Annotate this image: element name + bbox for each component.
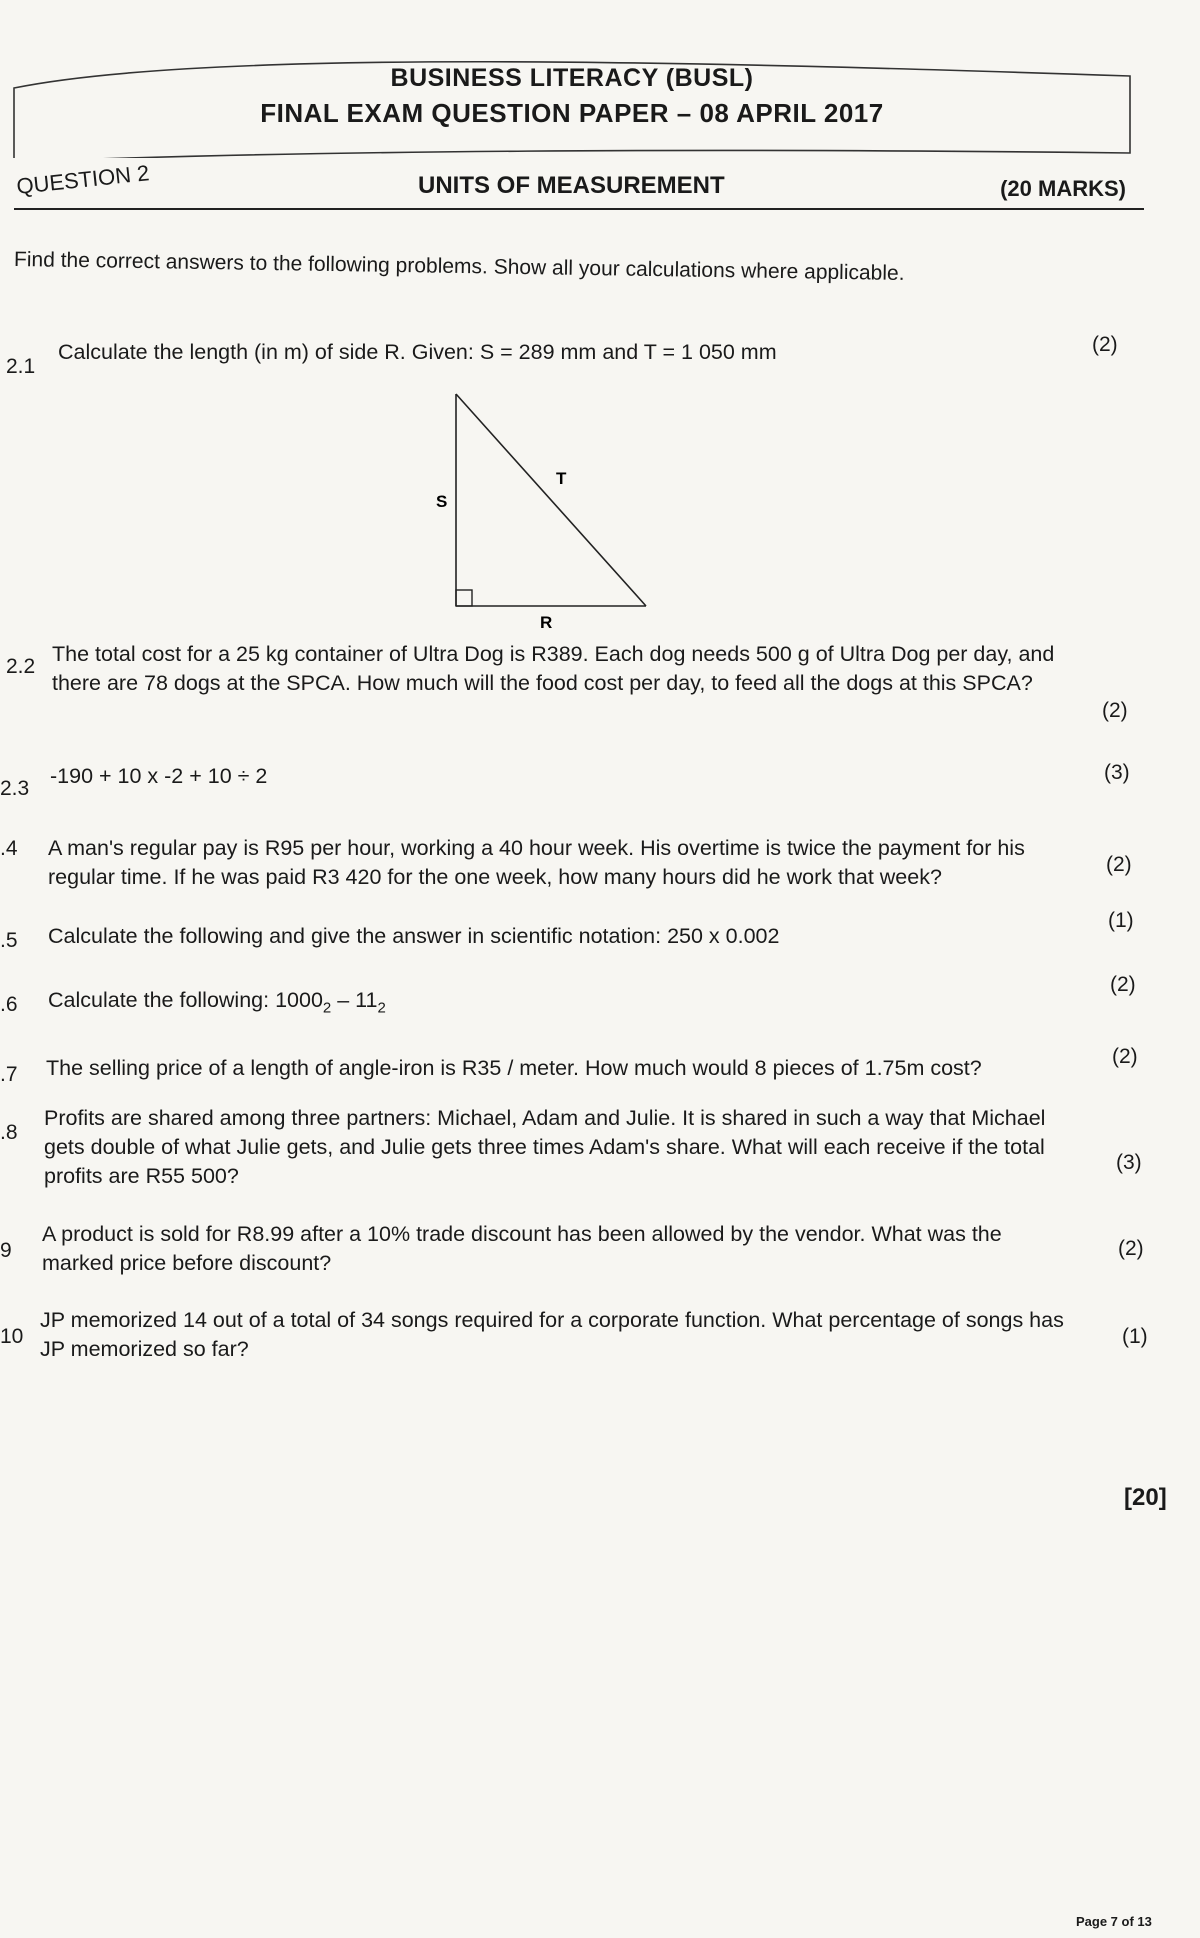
label-s: S	[436, 492, 448, 511]
item-text	[48, 986, 1058, 1022]
question-marks: (20 MARKS)	[1000, 176, 1126, 201]
question-label: QUESTION 2	[15, 160, 151, 200]
item-text: A product is sold for R8.99 after a 10% trade discount has been allowed by the vendor. What was the marked price before discount?	[42, 1222, 1002, 1275]
instruction-text: Find the correct answers to the following problems. Show all your calculations where applicable.	[13, 248, 905, 285]
total-marks: [20]	[1124, 1484, 1167, 1511]
item-number: .7	[0, 1063, 18, 1086]
item-text-main: Calculate the following: 1000	[48, 988, 323, 1012]
page-number: Page 7 of 13	[1076, 1914, 1152, 1929]
right-triangle-diagram	[420, 390, 660, 630]
item-number: 2.2	[6, 655, 36, 678]
right-angle-marker	[456, 590, 472, 606]
subscript-2: 2	[377, 999, 386, 1017]
item-mark: (2)	[1106, 853, 1132, 876]
item-number: 10	[0, 1325, 24, 1348]
item-number: .8	[0, 1121, 18, 1144]
item-mark: (1)	[1108, 909, 1134, 932]
subscript-1: 2	[322, 999, 332, 1017]
item-mark: (2)	[1110, 973, 1136, 996]
item-text: The total cost for a 25 kg container of Ultra Dog is R389. Each dog needs 500 g of Ultra Dog per day, and there are 78 dogs at the SPCA. How much will the food cost per day, to feed all the dogs at this SPCA?	[52, 642, 1055, 695]
item-number: 2.1	[6, 355, 36, 378]
item-text: The selling price of a length of angle-iron is R35 / meter. How much would 8 pieces of 1.75m cost?	[46, 1056, 982, 1080]
item-mark: (3)	[1116, 1151, 1142, 1174]
label-r: R	[540, 613, 553, 630]
item-text: A man's regular pay is R95 per hour, working a 40 hour week. His overtime is twice the payment for his regular time. If he was paid R3 420 for the one week, how many hours did he work that week?	[48, 836, 1025, 889]
item-number: 2.3	[0, 777, 30, 800]
label-t: T	[556, 469, 567, 488]
item-mark: (1)	[1122, 1325, 1148, 1348]
item-number: .5	[0, 929, 18, 952]
course-title: BUSINESS LITERACY (BUSL)	[390, 64, 754, 92]
item-mark: (2)	[1118, 1237, 1144, 1260]
side-t-line	[456, 394, 646, 606]
item-mark: (3)	[1104, 761, 1130, 784]
item-text: Calculate the following and give the answer in scientific notation: 250 x 0.002	[48, 924, 780, 948]
item-text-mid: – 11	[331, 988, 378, 1012]
item-number: .4	[0, 837, 18, 860]
item-mark: (2)	[1102, 699, 1128, 722]
item-text: Profits are shared among three partners: Michael, Adam and Julie. It is shared in such a way that Michael gets double of what Julie gets, and Julie gets three times Adam's share. What will each receive if the total profits are R55 500?	[44, 1106, 1046, 1188]
item-number: .6	[0, 993, 18, 1016]
item-text: -190 + 10 x -2 + 10 ÷ 2	[50, 764, 268, 788]
paper-title: FINAL EXAM QUESTION PAPER – 08 APRIL 2017	[260, 98, 884, 128]
item-mark: (2)	[1112, 1045, 1138, 1068]
item-number: 9	[0, 1239, 12, 1262]
header-banner	[12, 58, 1132, 158]
item-text: JP memorized 14 out of a total of 34 songs required for a corporate function. What percentage of songs has JP memorized so far?	[40, 1308, 1064, 1361]
item-mark: (2)	[1092, 333, 1118, 356]
question-header	[14, 162, 1144, 222]
question-topic: UNITS OF MEASUREMENT	[418, 172, 725, 199]
item-text: Calculate the length (in m) of side R. Given: S = 289 mm and T = 1 050 mm	[58, 340, 777, 364]
header-rule	[14, 208, 1144, 210]
